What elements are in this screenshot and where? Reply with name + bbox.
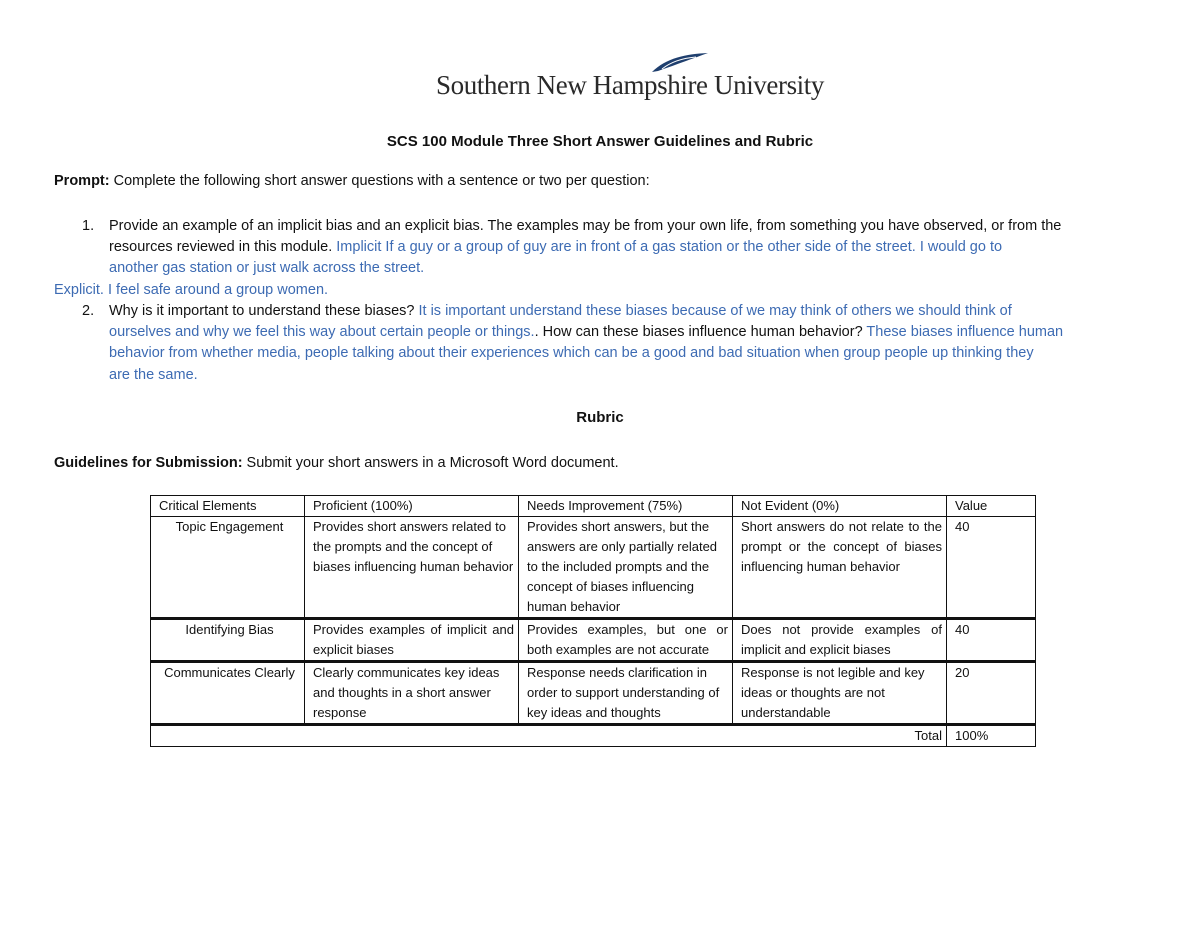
value-cell: 40 <box>947 517 1036 619</box>
not-evident-cell: Short answers do not relate to the prompt or the concept of biases influencing human behavior <box>733 517 947 619</box>
table-row <box>151 517 1036 619</box>
answer-2-part-a: It is important understand these biases because of we may think of others we should think of <box>418 303 1012 319</box>
not-evident-cell: Response is not legible and key ideas or thoughts are not understandable <box>733 662 947 725</box>
value-cell: 20 <box>947 662 1036 725</box>
question-2-line-1 <box>109 301 1012 322</box>
answer-1-implicit: Implicit If a guy or a group of guy are in front of a gas station or the other side of the street. I would go to <box>336 239 1003 255</box>
answer-1-explicit: Explicit. I feel safe around a group women. <box>54 282 329 298</box>
critical-element-cell: Identifying Bias <box>151 619 305 662</box>
prompt-text: Complete the following short answer questions with a sentence or two per question: <box>109 173 650 189</box>
needs-improvement-cell: Provides examples, but one or both examples are not accurate <box>519 619 733 662</box>
rubric-heading: Rubric <box>576 409 624 426</box>
answer-2-part-b: ourselves and why we feel this way about certain people or things. <box>109 324 535 340</box>
rubric-header-row <box>151 496 1036 517</box>
question-1-number: 1. <box>82 218 95 234</box>
prompt-label: Prompt: <box>54 173 110 189</box>
prompt-paragraph <box>54 171 650 192</box>
critical-element-cell: Topic Engagement <box>151 517 305 619</box>
logo-wordmark: Southern New Hampshire University <box>436 70 824 100</box>
header-critical-elements: Critical Elements <box>151 496 305 517</box>
header-not-evident: Not Evident (0%) <box>733 496 947 517</box>
answer-2-line-4: are the same. <box>109 367 198 383</box>
proficient-cell: Provides short answers related to the prompts and the concept of biases influencing human behavior <box>305 517 519 619</box>
table-row <box>151 662 1036 725</box>
guidelines-label: Guidelines for Submission: <box>54 455 243 471</box>
total-label: Total <box>151 725 947 747</box>
header-needs-improvement: Needs Improvement (75%) <box>519 496 733 517</box>
answer-1-line-3: another gas station or just walk across the street. <box>109 260 425 276</box>
value-cell: 40 <box>947 619 1036 662</box>
question-2-text-b: . How can these biases influence human behavior? <box>534 324 867 340</box>
needs-improvement-cell: Provides short answers, but the answers are only partially related to the included prompts and the concept of biases influencing human behavior <box>519 517 733 619</box>
question-1-line-1: Provide an example of an implicit bias and an explicit bias. The examples may be from your own life, from something you have observed, or from the <box>109 218 1062 234</box>
header-proficient: Proficient (100%) <box>305 496 519 517</box>
guidelines-paragraph <box>54 453 619 474</box>
total-value: 100% <box>947 725 1036 747</box>
critical-element-cell: Communicates Clearly <box>151 662 305 725</box>
document-title: SCS 100 Module Three Short Answer Guidelines and Rubric <box>386 133 814 150</box>
table-row <box>151 619 1036 662</box>
answer-2-line-3: behavior from whether media, people talking about their experiences which can be a good and bad situation when group people up thinking they <box>109 345 1034 361</box>
rubric-table <box>150 495 1036 747</box>
proficient-cell: Clearly communicates key ideas and thoughts in a short answer response <box>305 662 519 725</box>
header-value: Value <box>947 496 1036 517</box>
question-1-text-tail: resources reviewed in this module. <box>109 239 337 255</box>
question-2-line-2 <box>109 322 1063 343</box>
not-evident-cell: Does not provide examples of implicit and explicit biases <box>733 619 947 662</box>
guidelines-text: Submit your short answers in a Microsoft Word document. <box>242 455 619 471</box>
question-2-number: 2. <box>82 303 95 319</box>
question-2-text-a: Why is it important to understand these biases? <box>109 303 419 319</box>
total-row <box>151 725 1036 747</box>
needs-improvement-cell: Response needs clarification in order to support understanding of key ideas and thoughts <box>519 662 733 725</box>
university-logo <box>436 52 824 106</box>
question-1-line-2 <box>109 237 1002 258</box>
proficient-cell: Provides examples of implicit and explicit biases <box>305 619 519 662</box>
answer-2-part-c: These biases influence human <box>866 324 1064 340</box>
